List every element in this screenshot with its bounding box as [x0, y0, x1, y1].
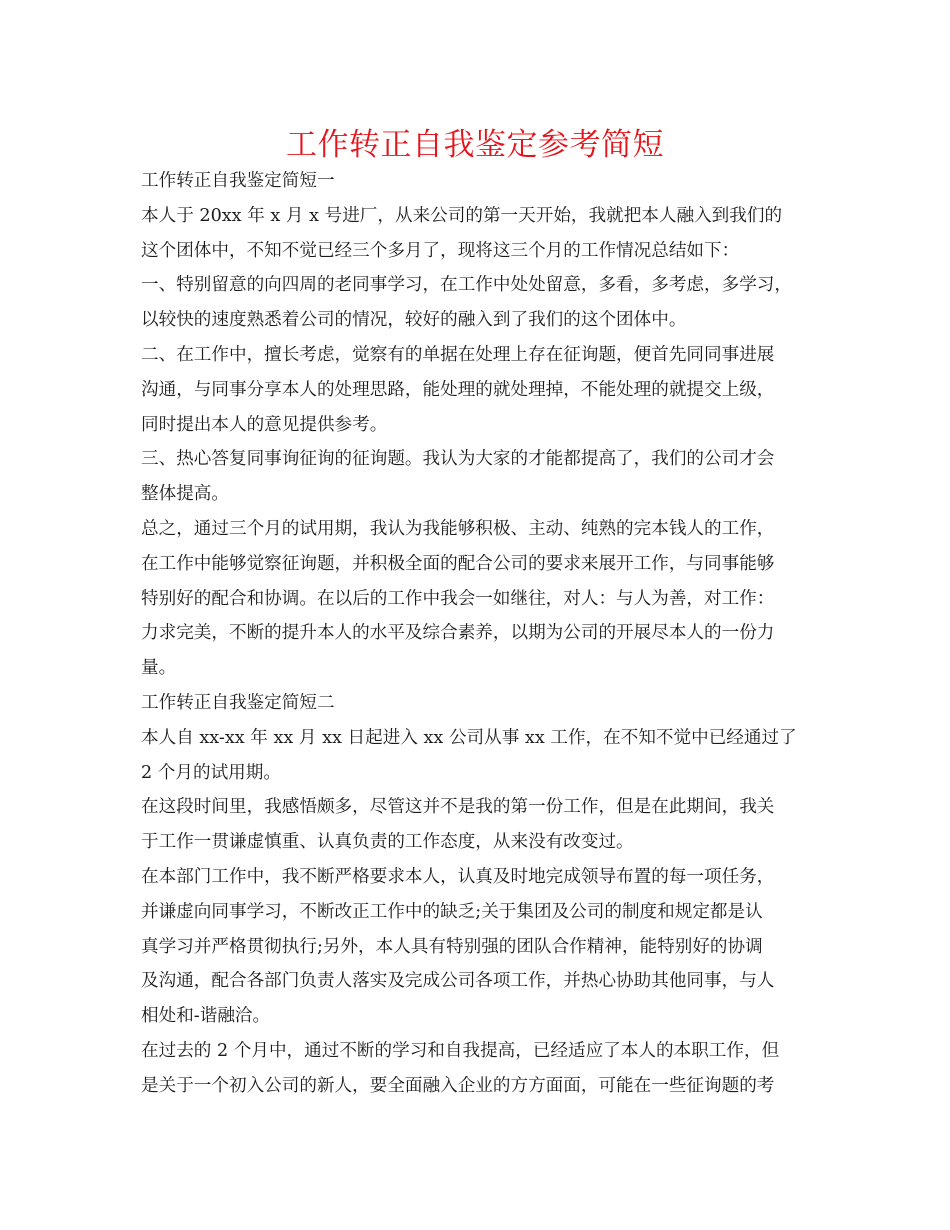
text-line: 特别好的配合和协调。在以后的工作中我会一如继往，对人：与人为善，对工作：: [141, 588, 775, 609]
text-line: 在本部门工作中，我不断严格要求本人，认真及时地完成领导布置的每一项任务，: [141, 866, 775, 887]
document-title: 工作转正自我鉴定参考简短: [286, 127, 664, 163]
text-line: 真学习并严格贯彻执行;另外，本人具有特别强的团队合作精神，能特别好的协调: [141, 936, 763, 957]
text-line: 这个团体中，不知不觉已经三个多月了，现将这三个月的工作情况总结如下：: [141, 240, 740, 261]
text-line: 在过去的 2 个月中，通过不断的学习和自我提高，已经适应了本人的本职工作，但: [141, 1040, 780, 1061]
text-line: 工作转正自我鉴定简短一: [141, 171, 335, 191]
text-line: 在工作中能够觉察征询题，并积极全面的配合公司的要求来展开工作，与同事能够: [141, 553, 775, 574]
text-line: 同时提出本人的意见提供参考。: [141, 414, 388, 435]
text-line: 总之，通过三个月的试用期，我认为我能够积极、主动、纯熟的完本钱人的工作，: [141, 518, 775, 539]
document-body: [141, 164, 821, 1104]
text-line: 于工作一贯谦虚慎重、认真负责的工作态度，从来没有改变过。: [141, 832, 634, 853]
text-line: 整体提高。: [141, 484, 229, 505]
text-line: 一、特别留意的向四周的老同事学习，在工作中处处留意，多看，多考虑，多学习，: [141, 275, 792, 296]
text-line: 以较快的速度熟悉着公司的情况，较好的融入到了我们的这个团体中。: [141, 310, 687, 331]
text-line: 量。: [141, 658, 177, 679]
text-line: 本人于 20xx 年 x 月 x 号进厂，从来公司的第一天开始，我就把本人融入到我们的: [141, 205, 783, 226]
text-line: 工作转正自我鉴定简短二: [141, 692, 335, 713]
text-line: 力求完美，不断的提升本人的水平及综合素养，以期为公司的开展尽本人的一份力: [141, 623, 775, 644]
text-line: 及沟通，配合各部门负责人落实及完成公司各项工作，并热心协助其他同事，与人: [141, 971, 775, 992]
text-line: 是关于一个初入公司的新人，要全面融入企业的方方面面，可能在一些征询题的考: [141, 1075, 775, 1096]
text-line: 本人自 xx-xx 年 xx 月 xx 日起进入 xx 公司从事 xx 工作，在不知不觉中已经通过了: [141, 727, 797, 748]
text-line: 三、热心答复同事询征询的征询题。我认为大家的才能都提高了，我们的公司才会: [141, 449, 775, 470]
text-line: 相处和-谐融洽。: [141, 1006, 271, 1027]
text-line: 二、在工作中，擅长考虑，觉察有的单据在处理上存在征询题，便首先同同事进展: [141, 344, 775, 365]
text-line: 2 个月的试用期。: [141, 762, 281, 783]
text-line: 并谦虚向同事学习，不断改正工作中的缺乏;关于集团及公司的制度和规定都是认: [141, 901, 763, 922]
text-line: 沟通，与同事分享本人的处理思路，能处理的就处理掉，不能处理的就提交上级，: [141, 379, 775, 400]
text-line: 在这段时间里，我感悟颇多，尽管这并不是我的第一份工作，但是在此期间，我关: [141, 797, 775, 818]
